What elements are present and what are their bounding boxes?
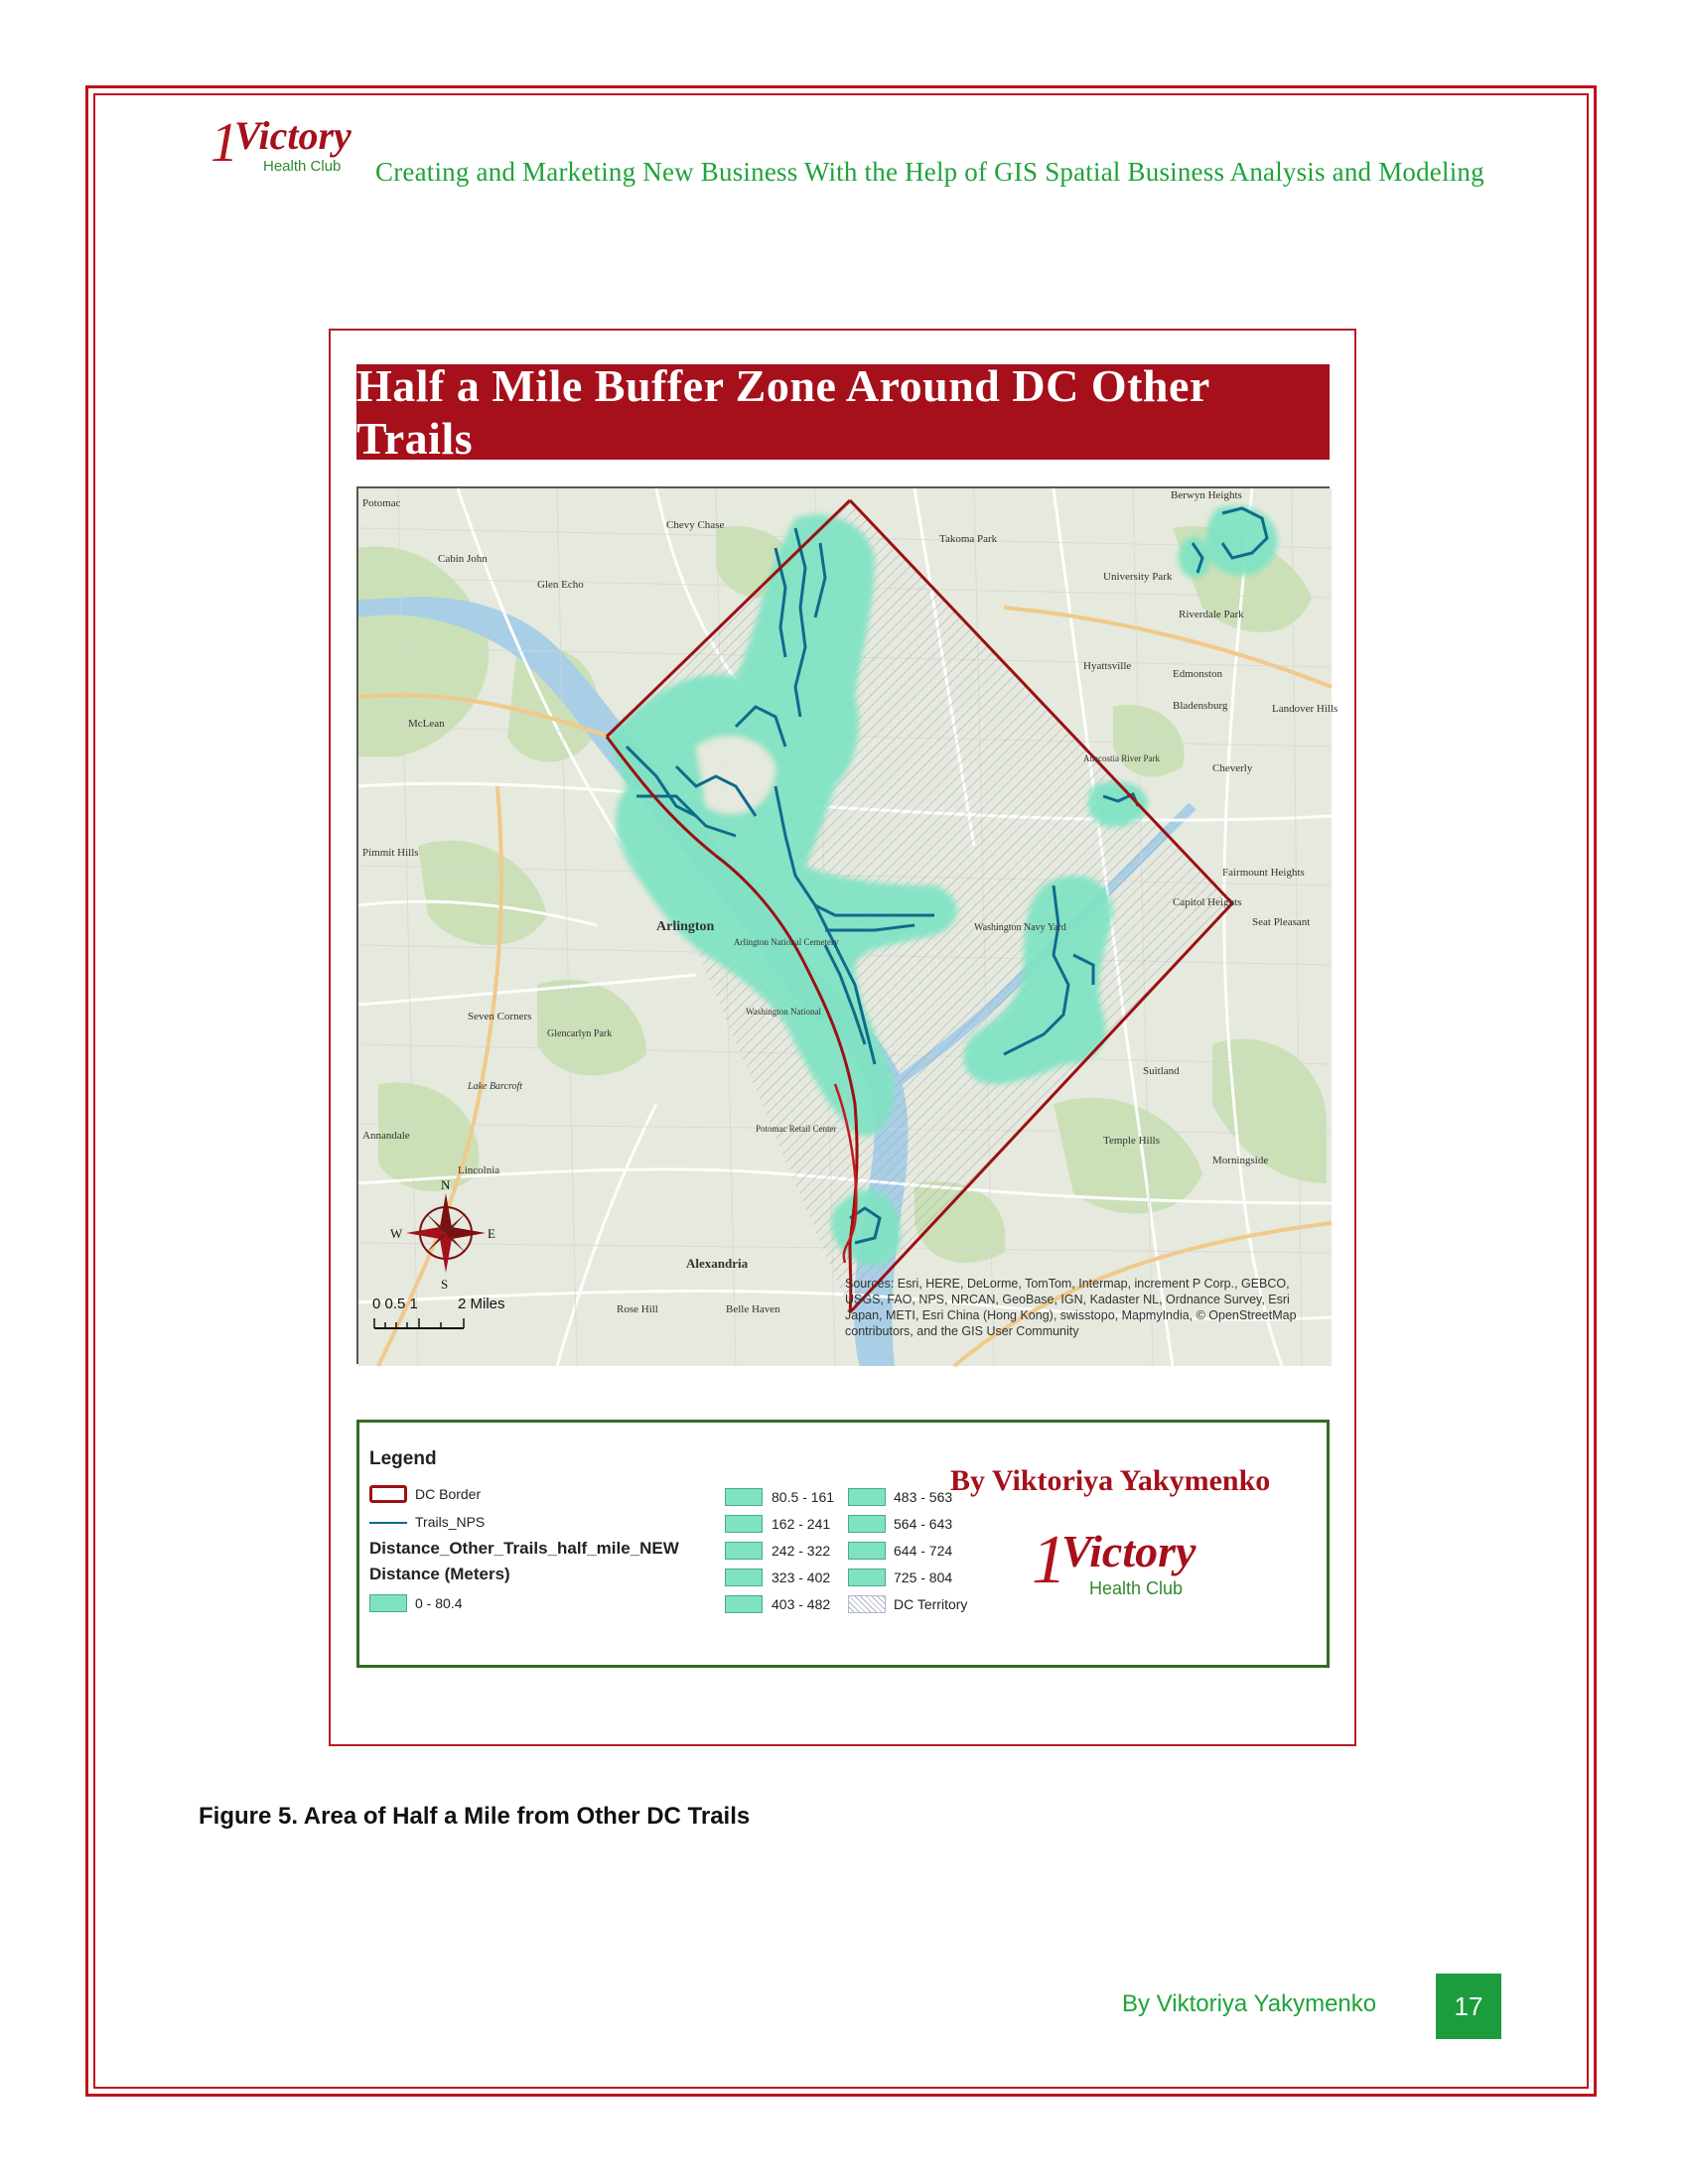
legend-dc-territory: DC Territory (894, 1596, 968, 1612)
legend-class-8: 644 - 724 (894, 1543, 953, 1559)
place-label: Arlington National Cemetery (734, 937, 839, 947)
legend-class-3: 242 - 322 (772, 1543, 831, 1559)
basemap (358, 488, 1338, 1366)
place-label: Cheverly (1212, 762, 1253, 774)
victory-logo (209, 109, 377, 189)
compass-e: E (488, 1226, 495, 1241)
place-label: Washington Navy Yard (974, 922, 1066, 933)
trail-symbol (369, 1522, 407, 1524)
place-label: Annandale (362, 1130, 410, 1142)
place-label: Potomac Retail Center (756, 1124, 837, 1134)
place-label: Anacostia River Park (1083, 753, 1160, 763)
place-label: Bladensburg (1173, 700, 1228, 712)
map-title: Half a Mile Buffer Zone Around DC Other Trails (356, 364, 1330, 460)
legend-title: Legend (369, 1448, 437, 1469)
place-label: Alexandria (686, 1256, 749, 1271)
map-attribution-container (845, 1276, 1330, 1363)
place-label: Hyattsville (1083, 660, 1132, 672)
map-legend (356, 1420, 1330, 1668)
place-label: Riverdale Park (1179, 609, 1244, 620)
legend-field-name: Distance (Meters) (369, 1565, 510, 1583)
place-label: Cabin John (438, 553, 488, 565)
place-label: Rose Hill (617, 1303, 658, 1315)
place-label: Capitol Heights (1173, 896, 1242, 908)
class-swatch (848, 1569, 886, 1586)
page-number: 17 (1436, 1974, 1501, 2039)
place-label: Morningside (1212, 1155, 1269, 1166)
place-label: Seat Pleasant (1252, 916, 1311, 928)
legend-class-7: 564 - 643 (894, 1516, 953, 1532)
figure-caption: Figure 5. Area of Half a Mile from Other DC Trails (199, 1803, 751, 1830)
scale-unit: 2 Miles (458, 1296, 505, 1312)
class-swatch (369, 1594, 407, 1612)
map-panel[interactable] (356, 486, 1338, 1364)
logo-wordmark: Victory (234, 113, 352, 158)
logo-subtext: Health Club (263, 158, 342, 175)
class-swatch (725, 1515, 763, 1533)
class-swatch (725, 1595, 763, 1613)
class-swatch (725, 1542, 763, 1560)
compass-n: N (441, 1177, 451, 1192)
place-label: Fairmount Heights (1222, 867, 1305, 879)
place-label: McLean (408, 718, 445, 730)
place-label: Pimmit Hills (362, 847, 419, 859)
legend-class-0: 0 - 80.4 (415, 1595, 463, 1611)
class-swatch (848, 1542, 886, 1560)
legend-class-1: 80.5 - 161 (772, 1489, 835, 1505)
place-label: Landover Hills (1272, 703, 1338, 715)
footer-author: By Viktoriya Yakymenko (1122, 1990, 1377, 2017)
place-label: Glen Echo (537, 579, 584, 591)
place-label: Arlington (656, 919, 715, 934)
svg-text:1: 1 (1032, 1522, 1066, 1598)
place-label: Berwyn Heights (1171, 489, 1242, 501)
legend-class-4: 323 - 402 (772, 1570, 831, 1585)
legend-trails: Trails_NPS (415, 1514, 486, 1530)
place-label: Chevy Chase (666, 519, 725, 531)
place-label: Washington National (746, 1007, 822, 1017)
dc-border-symbol (369, 1485, 407, 1503)
class-swatch (848, 1515, 886, 1533)
document-header-title: Creating and Marketing New Business With the Help of GIS Spatial Business Analysis and Modeling (375, 157, 1484, 187)
legend-victory-logo (1030, 1517, 1228, 1611)
legend-author: By Viktoriya Yakymenko (950, 1464, 1271, 1497)
class-swatch (725, 1569, 763, 1586)
legend-logo-subtext: Health Club (1089, 1578, 1184, 1598)
class-swatch (725, 1488, 763, 1506)
dc-territory-symbol (848, 1595, 886, 1613)
legend-class-9: 725 - 804 (894, 1570, 953, 1585)
legend-class-2: 162 - 241 (772, 1516, 831, 1532)
legend-logo-wordmark: Victory (1061, 1526, 1196, 1576)
legend-layer-name: Distance_Other_Trails_half_mile_NEW (369, 1539, 679, 1558)
compass-w: W (390, 1226, 403, 1241)
scale-label: 0 0.5 1 (372, 1296, 418, 1312)
place-label: Takoma Park (939, 533, 998, 545)
legend-class-6: 483 - 563 (894, 1489, 953, 1505)
compass-s: S (441, 1277, 449, 1292)
map-attribution: Sources: Esri, HERE, DeLorme, TomTom, Intermap, increment P Corp., GEBCO, USGS, FAO, NPS, NRCAN, GeoBase, IGN, Kadaster NL, Ordnance Survey, Esri Japan, METI, Esri China (Hong Kong), swisstopo, MapmyIndia, © OpenStreetMap contributors, and the GIS User Community (845, 1277, 1297, 1338)
class-swatch (848, 1488, 886, 1506)
legend-dc-border: DC Border (415, 1486, 482, 1502)
place-label: Potomac (362, 497, 401, 509)
place-label: Seven Corners (468, 1011, 532, 1023)
place-label: Glencarlyn Park (547, 1028, 613, 1039)
place-label: Suitland (1143, 1065, 1180, 1077)
place-label: Lincolnia (458, 1164, 500, 1176)
place-label: Lake Barcroft (468, 1081, 523, 1092)
place-label: Temple Hills (1103, 1135, 1160, 1147)
svg-text:1: 1 (211, 112, 238, 174)
legend-class-5: 403 - 482 (772, 1596, 831, 1612)
place-label: University Park (1103, 571, 1173, 583)
place-label: Edmonston (1173, 668, 1223, 680)
place-label: Belle Haven (726, 1303, 780, 1315)
